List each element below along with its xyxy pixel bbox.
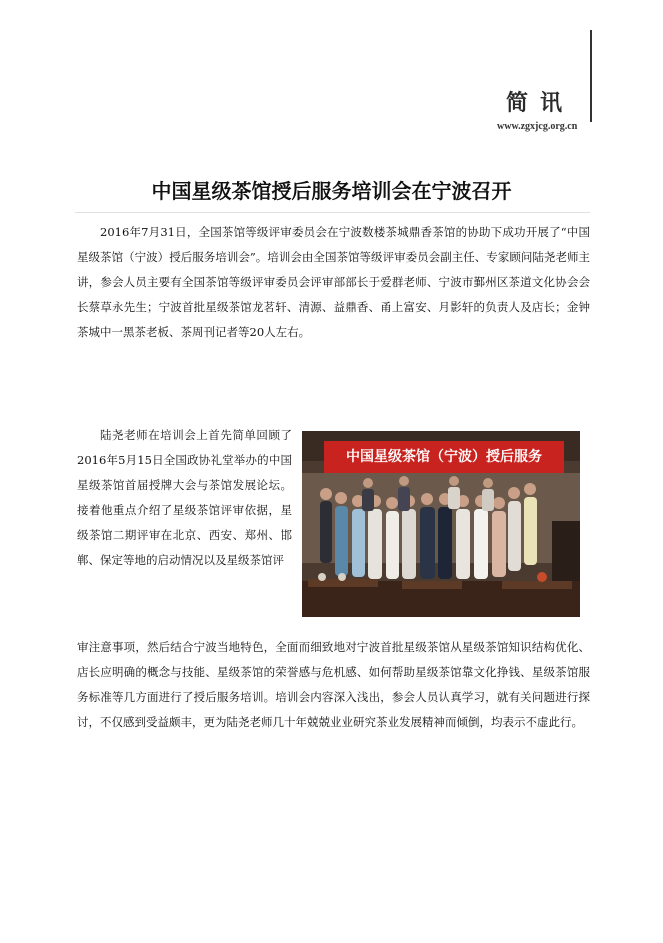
article-paragraph-1: 2016年7月31日，全国茶馆等级评审委员会在宁波数楼茶城鼎香茶馆的协助下成功开展了“中国星级茶馆（宁波）授后服务培训会”。培训会由全国茶馆等级评审委员会副主任、专家顾问陆尧老师主讲，参会人员主要有全国茶馆等级评审委员会评审部部长于爱群老师、宁波市鄞州区茶道文化协会会长蔡草永先生；宁波首批星级茶馆龙茗轩、清源、益鼎香、甬上富安、月影轩的负责人及店长；金钟茶城中一黑茶老板、茶周刊记者等20人左右。 — [77, 225, 590, 339]
photo-banner-text: 中国星级茶馆（宁波）授后服务 — [346, 449, 542, 465]
article-title: 中国星级茶馆授后服务培训会在宁波召开 — [151, 179, 512, 203]
header-url: www.zgxjcg.org.cn — [497, 121, 578, 132]
header-vertical-rule — [590, 30, 592, 122]
training-group-photo — [302, 431, 580, 617]
article-paragraph-2-left: 陆尧老师在培训会上首先简单回顾了2016年5月15日全国政协礼堂举办的中国星级茶馆首届授牌大会与茶馆发展论坛。接着他重点介绍了星级茶馆评审依据，星级茶馆二期评审在北京、西安、郑州、邯郸、保定等地的启动情况以及星级茶馆评 — [77, 428, 292, 567]
header-title: 简讯 — [506, 90, 575, 116]
title-divider — [75, 212, 590, 213]
article-paragraph-2-continued: 审注意事项，然后结合宁波当地特色，全面而细致地对宁波首批星级茶馆从星级茶馆知识结构优化、店长应明确的概念与技能、星级茶馆的荣誉感与危机感、如何帮助星级茶馆靠文化挣钱、星级茶馆服务标准等几方面进行了授后服务培训。培训会内容深入浅出，参会人员认真学习，就有关问题进行探讨，不仅感到受益颇丰，更为陆尧老师几十年兢兢业业研究茶业发展精神而倾倒，均表示不虚此行。 — [77, 640, 590, 729]
